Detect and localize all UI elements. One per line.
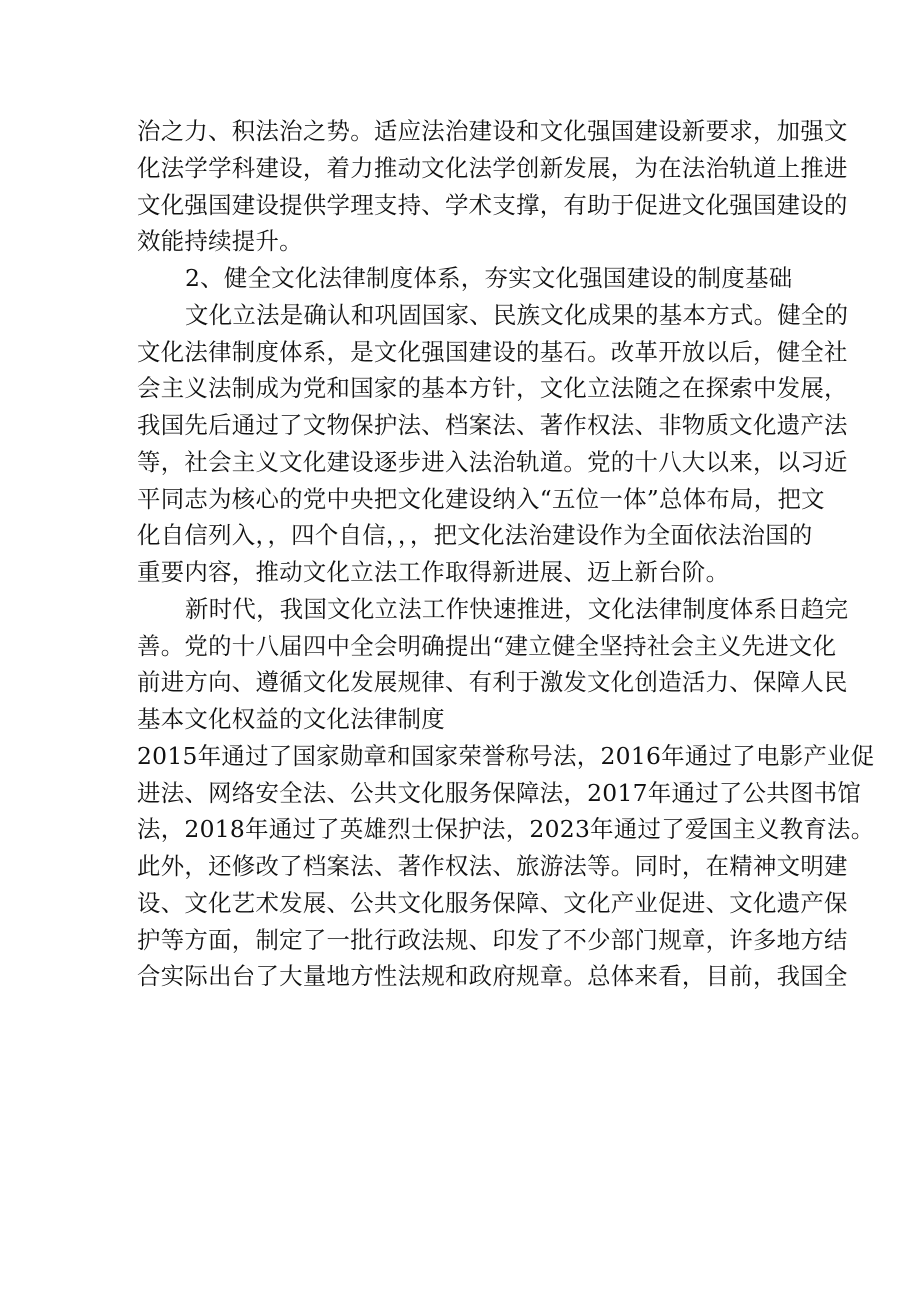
text-line: 文化法律制度体系，是文化强国建设的基石。改革开放以后，健全社: [137, 337, 848, 366]
text-line: 进法、网络安全法、公共文化服务保障法，2017年通过了公共图书馆: [137, 778, 862, 807]
body-text: [137, 113, 875, 995]
text-line: 效能持续提升。: [137, 227, 303, 256]
text-line: 善。党的十八届四中全会明确提出“建立健全坚持社会主义先进文化: [137, 631, 837, 660]
text-line: 文化强国建设提供学理支持、学术支撑，有助于促进文化强国建设的: [137, 190, 848, 219]
text-line: 设、文化艺术发展、公共文化服务保障、文化产业促进、文化遗产保: [137, 888, 848, 917]
section-heading: 2、健全文化法律制度体系，夯实文化强国建设的制度基础: [185, 264, 793, 292]
text-line: 等，社会主义文化建设逐步进入法治轨道。党的十八大以来，以习近: [137, 447, 848, 476]
text-line: 合实际出台了大量地方性法规和政府规章。总体来看，目前，我国全: [137, 962, 848, 991]
paragraph-start: 新时代，我国文化立法工作快速推进，文化法律制度体系日趋完: [185, 594, 849, 623]
text-line: 平同志为核心的党中央把文化建设纳入“五位一体”总体布局，把文: [137, 484, 825, 513]
text-line: 化法学学科建设，着力推动文化法学创新发展，为在法治轨道上推进: [137, 153, 848, 182]
text-line: 护等方面，制定了一批行政法规、印发了不少部门规章，许多地方结: [137, 925, 848, 954]
text-line: 我国先后通过了文物保护法、档案法、著作权法、非物质文化遗产法: [137, 411, 848, 439]
text-line: 法，2018年通过了英雄烈士保护法，2023年通过了爱国主义教育法。: [137, 815, 875, 844]
paragraph-start: 文化立法是确认和巩固国家、民族文化成果的基本方式。健全的: [185, 300, 849, 329]
text-line: 化自信列入，，四个自信，，，把文化法治建设作为全面依法治国的: [137, 521, 813, 550]
text-line: 前进方向、遵循文化发展规律、有利于激发文化创造活力、保障人民: [137, 668, 848, 697]
text-line: 基本文化权益的文化法律制度: [137, 705, 445, 733]
text-line: 治之力、积法治之势。适应法治建设和文化强国建设新要求，加强文: [137, 117, 848, 145]
text-line: 重要内容，推动文化立法工作取得新进展、迈上新台阶。: [137, 558, 730, 586]
text-line: 此外，还修改了档案法、著作权法、旅游法等。同时，在精神文明建: [137, 852, 848, 880]
text-line: 会主义法制成为党和国家的基本方针，文化立法随之在探索中发展，: [137, 374, 848, 403]
text-line: 2015年通过了国家勋章和国家荣誉称号法，2016年通过了电影产业促: [137, 741, 875, 770]
